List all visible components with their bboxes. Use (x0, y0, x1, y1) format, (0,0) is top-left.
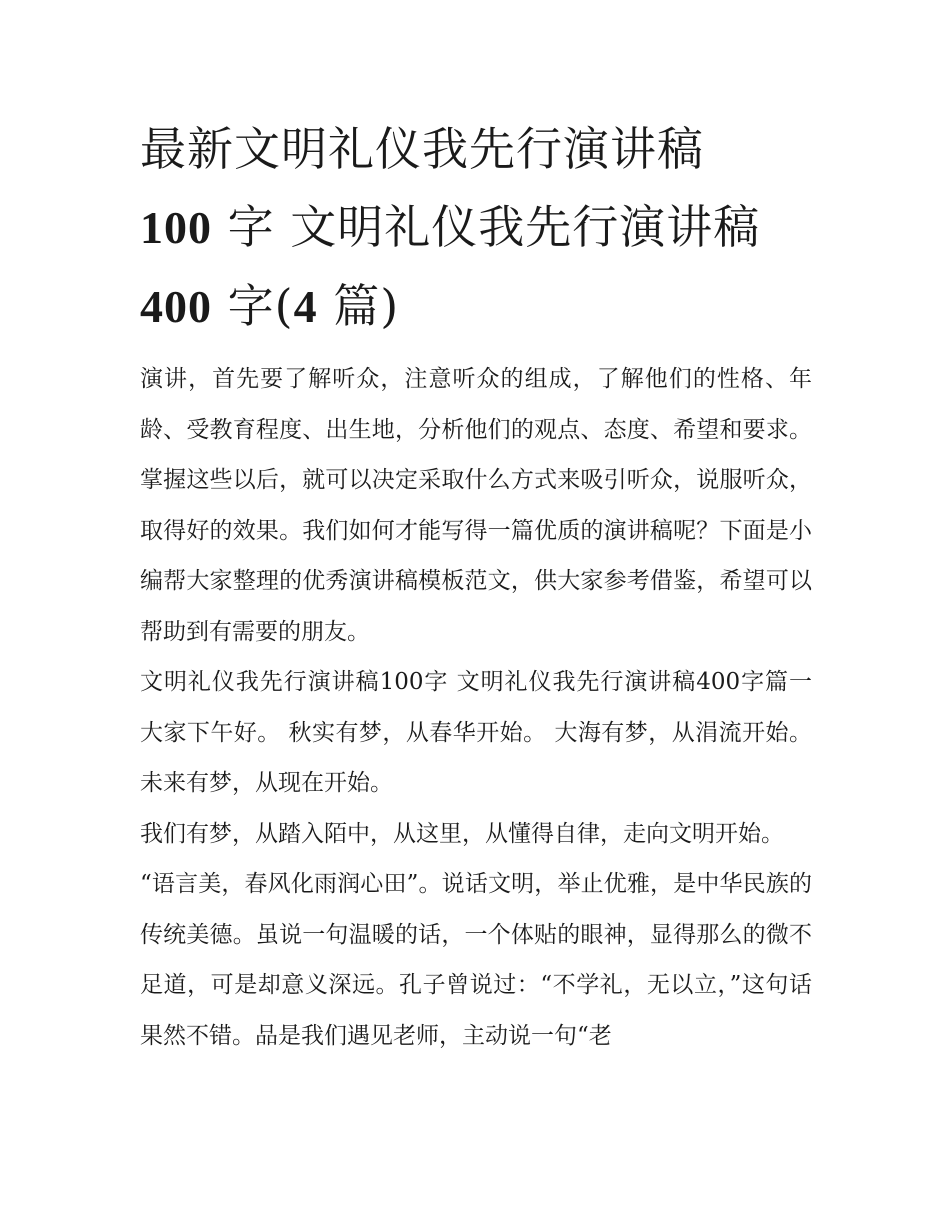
title-part: 最新文明礼仪我先行演讲稿 (140, 122, 704, 176)
title-number: 400 (140, 281, 212, 332)
document-title (140, 110, 812, 346)
paragraph-dream: 我们有梦，从踏入陌中，从这里，从懂得自律，走向文明开始。 (140, 820, 784, 847)
title-part: 篇) (317, 279, 400, 333)
paragraph-intro: 演讲，首先要了解听众，注意听众的组成，了解他们的性格、年龄、受教育程度、出生地，分析他们的观点、态度、希望和要求。掌握这些以后，就可以决定采取什么方式来吸引听众，说服听众，取得好的效果。我们如何才能写得一篇优质的演讲稿呢？下面是小编帮大家整理的优秀演讲稿模板范文，供大家参考借鉴，希望可以帮助到有需要的朋友。 (140, 366, 812, 645)
document-page (140, 110, 812, 1061)
title-number: 4 (293, 281, 318, 332)
title-part: 字 文明礼仪我先行演讲稿 (212, 200, 761, 254)
paragraph-etiquette: “语言美，春风化雨润心田”。说话文明，举止优雅，是中华民族的传统美德。虽说一句温暖的话，一个体贴的眼神，显得那么的微不足道，可是却意义深远。孔子曾说过：“不学礼，无以立，”这句话果然不错。品是我们遇见老师，主动说一句“老 (140, 871, 812, 1049)
title-part: 字( (212, 279, 294, 333)
paragraph-speech-opening: 文明礼仪我先行演讲稿100字 文明礼仪我先行演讲稿400字篇一 大家下午好。 秋实有梦，从春华开始。 大海有梦，从涓流开始。 未来有梦，从现在开始。 (140, 669, 812, 796)
document-body (140, 354, 812, 1061)
title-number: 100 (140, 202, 212, 253)
